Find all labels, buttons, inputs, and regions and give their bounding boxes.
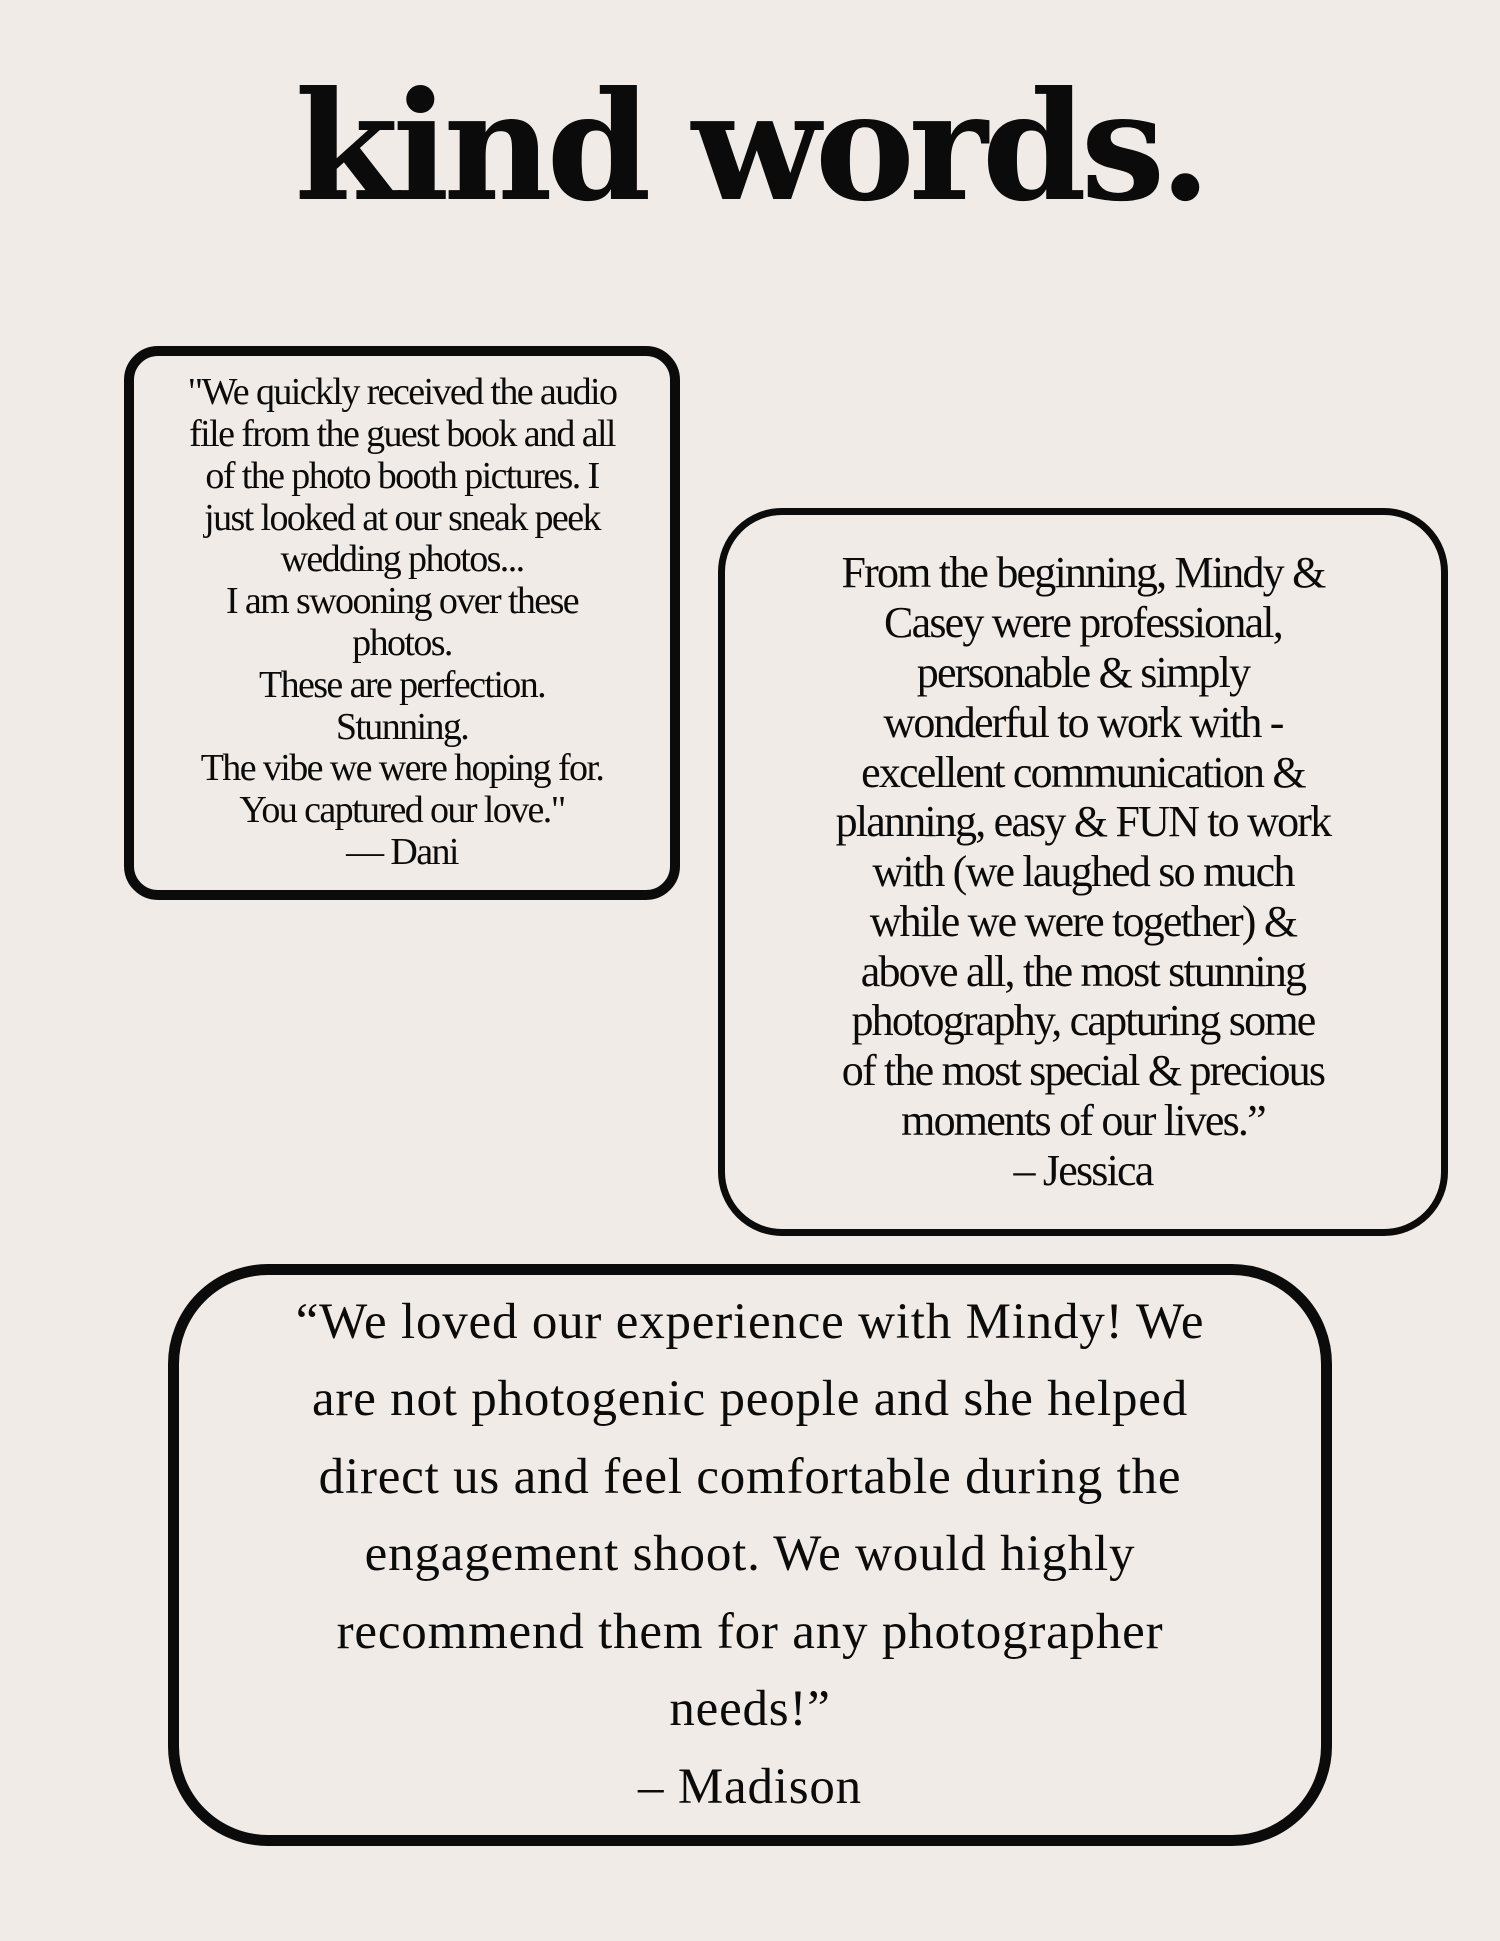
testimonial-card-jessica: [718, 508, 1448, 1236]
testimonial-quote: “We loved our experience with Mindy! We are not photogenic people and she helped direct us and feel comfortable during the engagement shoot. We would highly recommend them for any photographer needs!” – Madison: [295, 1293, 1205, 1815]
testimonial-card-dani: [124, 346, 680, 900]
testimonial-quote: From the beginning, Mindy & Casey were professional, personable & simply wonderful to work with - excellent communication & planning, easy & FUN to work with (we laughed so much while we were together) & above all, the most stunning photography, capturing some of the most special & precious moments of our lives.” – Jessica: [835, 548, 1331, 1195]
testimonial-quote: "We quickly received the audio file from the guest book and all of the photo booth pictures. I just looked at our sneak peek wedding photos... I am swooning over these photos. These are perfection. Stunning. The vibe we were hoping for. You captured our love." — Dani: [187, 371, 617, 873]
page-title: kind words.: [294, 59, 1206, 235]
testimonial-card-madison: [168, 1264, 1332, 1846]
